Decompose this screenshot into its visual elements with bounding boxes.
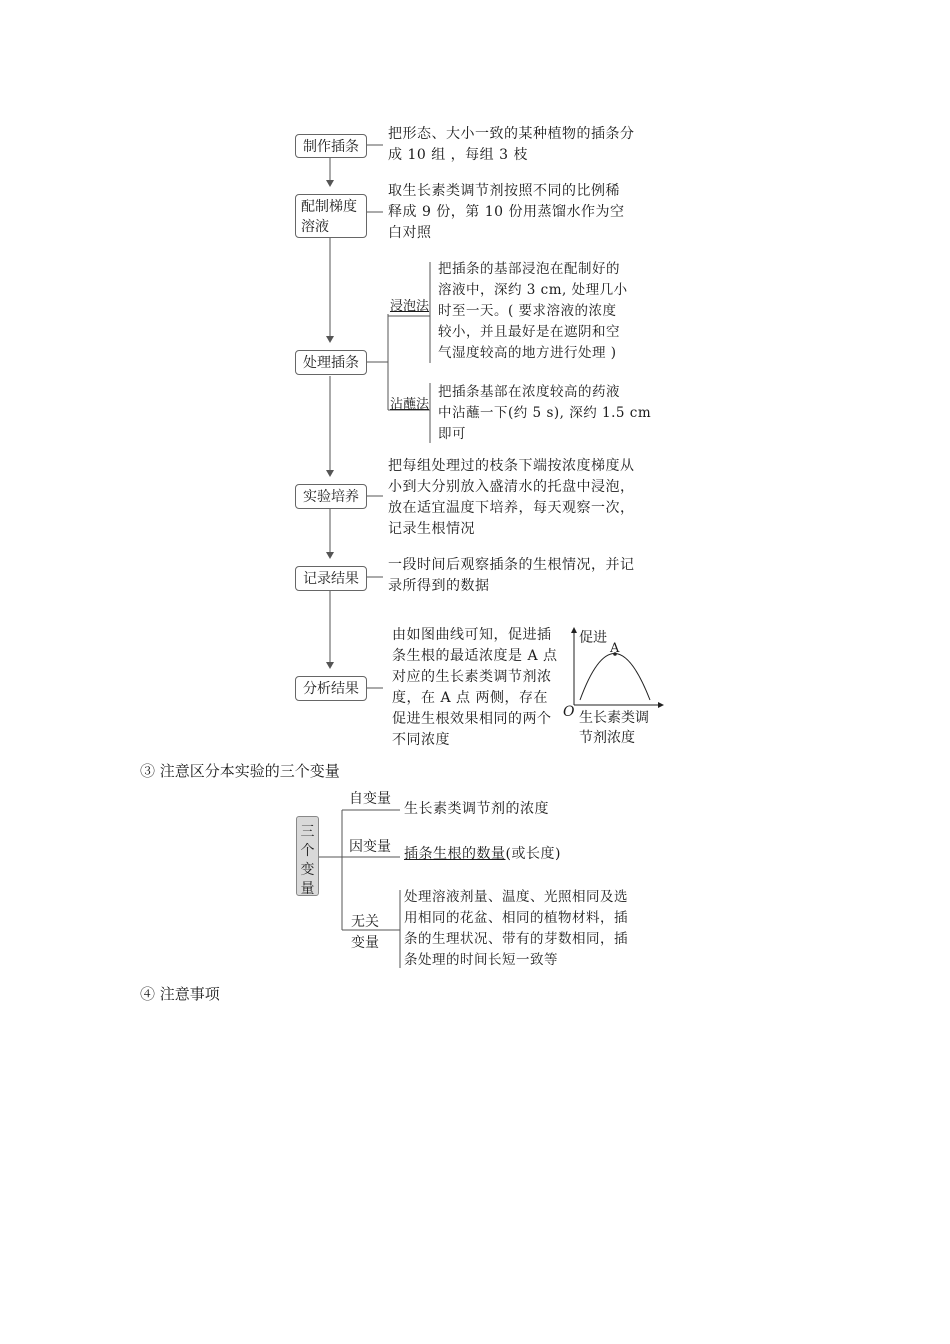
- step-box-culture: [295, 484, 367, 509]
- method-dip-label: 沾蘸法: [390, 397, 430, 412]
- step-label: 实验培养: [303, 489, 359, 505]
- desc-line: 释成 9 份，第 10 份用蒸馏水作为空: [388, 204, 625, 220]
- independent-variable-label: 自变量: [349, 791, 391, 807]
- three-variables-box: [296, 816, 319, 896]
- step-desc-culture: [388, 456, 635, 540]
- desc-line: 白对照: [388, 225, 432, 241]
- step-desc-prepare-solutions: [388, 181, 625, 244]
- response-curve: [580, 654, 650, 701]
- step-label: 制作插条: [303, 139, 359, 155]
- desc-line: 气湿度较高的地方进行处理 ): [438, 345, 617, 361]
- desc-line: 时至一天。( 要求溶液的浓度: [438, 303, 617, 319]
- desc-line: 即可: [438, 426, 466, 442]
- desc-line: 把插条的基部浸泡在配制好的: [438, 261, 620, 277]
- y-axis-arrow: [571, 627, 577, 633]
- step-label-line-1: 配制梯度: [301, 199, 357, 215]
- desc-line: 条处理的时间长短一致等: [404, 952, 558, 968]
- chart-x-label: [579, 708, 649, 748]
- desc-line: 一段时间后观察插条的生根情况，并记: [388, 557, 635, 573]
- desc-line: 小到大分别放入盛清水的托盘中浸泡，: [388, 479, 635, 495]
- desc-line: 条的生理状况、带有的芽数相同，插: [404, 931, 628, 947]
- desc-line: 度，在 A 点 两侧，存在: [392, 690, 548, 706]
- step-label-line-2: 溶液: [301, 219, 329, 235]
- desc-line: 处理溶液剂量、温度、光照相同及选: [404, 889, 628, 905]
- desc-line: 对应的生长素类调节剂浓: [392, 669, 552, 685]
- desc-line: 条生根的最适浓度是 A 点: [392, 648, 558, 664]
- dependent-variable-rest: (或长度): [505, 846, 561, 862]
- independent-variable-desc: 生长素类调节剂的浓度: [404, 801, 549, 817]
- desc-line: 中沾蘸一下(约 5 s), 深约 1.5 cm: [438, 405, 652, 421]
- desc-line: 把形态、大小一致的某种植物的插条分: [388, 126, 635, 142]
- vbox-char: 三: [300, 824, 315, 840]
- vbox-char: 个: [300, 843, 315, 859]
- desc-line: 较小，并且最好是在遮阴和空: [438, 324, 620, 340]
- irrelevant-variable-desc: [404, 887, 628, 971]
- desc-line: 溶液中，深约 3 cm, 处理几小: [438, 282, 628, 298]
- method-dip-desc: [438, 382, 651, 445]
- desc-line: 用相同的花盆、相同的植物材料，插: [404, 910, 628, 926]
- irrelevant-variable-label: [351, 912, 379, 954]
- chart-origin-label: O: [563, 704, 575, 720]
- step-box-record: [295, 566, 367, 591]
- desc-line: 录所得到的数据: [388, 578, 490, 594]
- section-3-heading: ③ 注意区分本实验的三个变量: [140, 762, 340, 780]
- dependent-variable-desc: [404, 844, 561, 865]
- step-box-treat-cuttings: [295, 350, 367, 375]
- desc-line: 取生长素类调节剂按照不同的比例稀: [388, 183, 620, 199]
- step-desc-record: [388, 555, 635, 597]
- desc-line: 由如图曲线可知，促进插: [392, 627, 552, 643]
- irrelevant-variable-label-line: 变量: [351, 935, 379, 951]
- chart-y-label: 促进: [579, 630, 607, 646]
- irrelevant-variable-label-line: 无关: [351, 914, 379, 930]
- step-desc-analyze: [392, 625, 558, 751]
- step-label: 记录结果: [303, 571, 359, 587]
- method-soak-label: 浸泡法: [390, 299, 430, 314]
- desc-line: 记录生根情况: [388, 521, 475, 537]
- desc-line: 把插条基部在浓度较高的药液: [438, 384, 620, 400]
- step-box-make-cuttings: [295, 134, 367, 158]
- dependent-variable-label: 因变量: [349, 839, 391, 855]
- section-4-heading: ④ 注意事项: [140, 985, 220, 1003]
- chart-point-a-label: A: [610, 641, 620, 656]
- step-desc-make-cuttings: [388, 124, 635, 166]
- method-soak-desc: [438, 259, 628, 364]
- desc-line: 不同浓度: [392, 732, 450, 748]
- chart-x-label-line: 生长素类调: [579, 710, 649, 726]
- dependent-variable-underlined: 插条生根的数量: [404, 846, 506, 862]
- desc-line: 促进生根效果相同的两个: [392, 711, 552, 727]
- step-box-prepare-solutions: [295, 194, 367, 238]
- step-box-analyze: [295, 676, 367, 701]
- desc-line: 成 10 组 ，每组 3 枝: [388, 147, 528, 163]
- desc-line: 把每组处理过的枝条下端按浓度梯度从: [388, 458, 635, 474]
- vbox-char: 变: [300, 862, 315, 878]
- x-axis-arrow: [658, 702, 664, 708]
- desc-line: 放在适宜温度下培养，每天观察一次，: [388, 500, 635, 516]
- chart-x-label-line: 节剂浓度: [579, 730, 635, 746]
- step-label: 分析结果: [303, 681, 359, 697]
- step-label: 处理插条: [303, 355, 359, 371]
- vbox-char: 量: [300, 881, 315, 897]
